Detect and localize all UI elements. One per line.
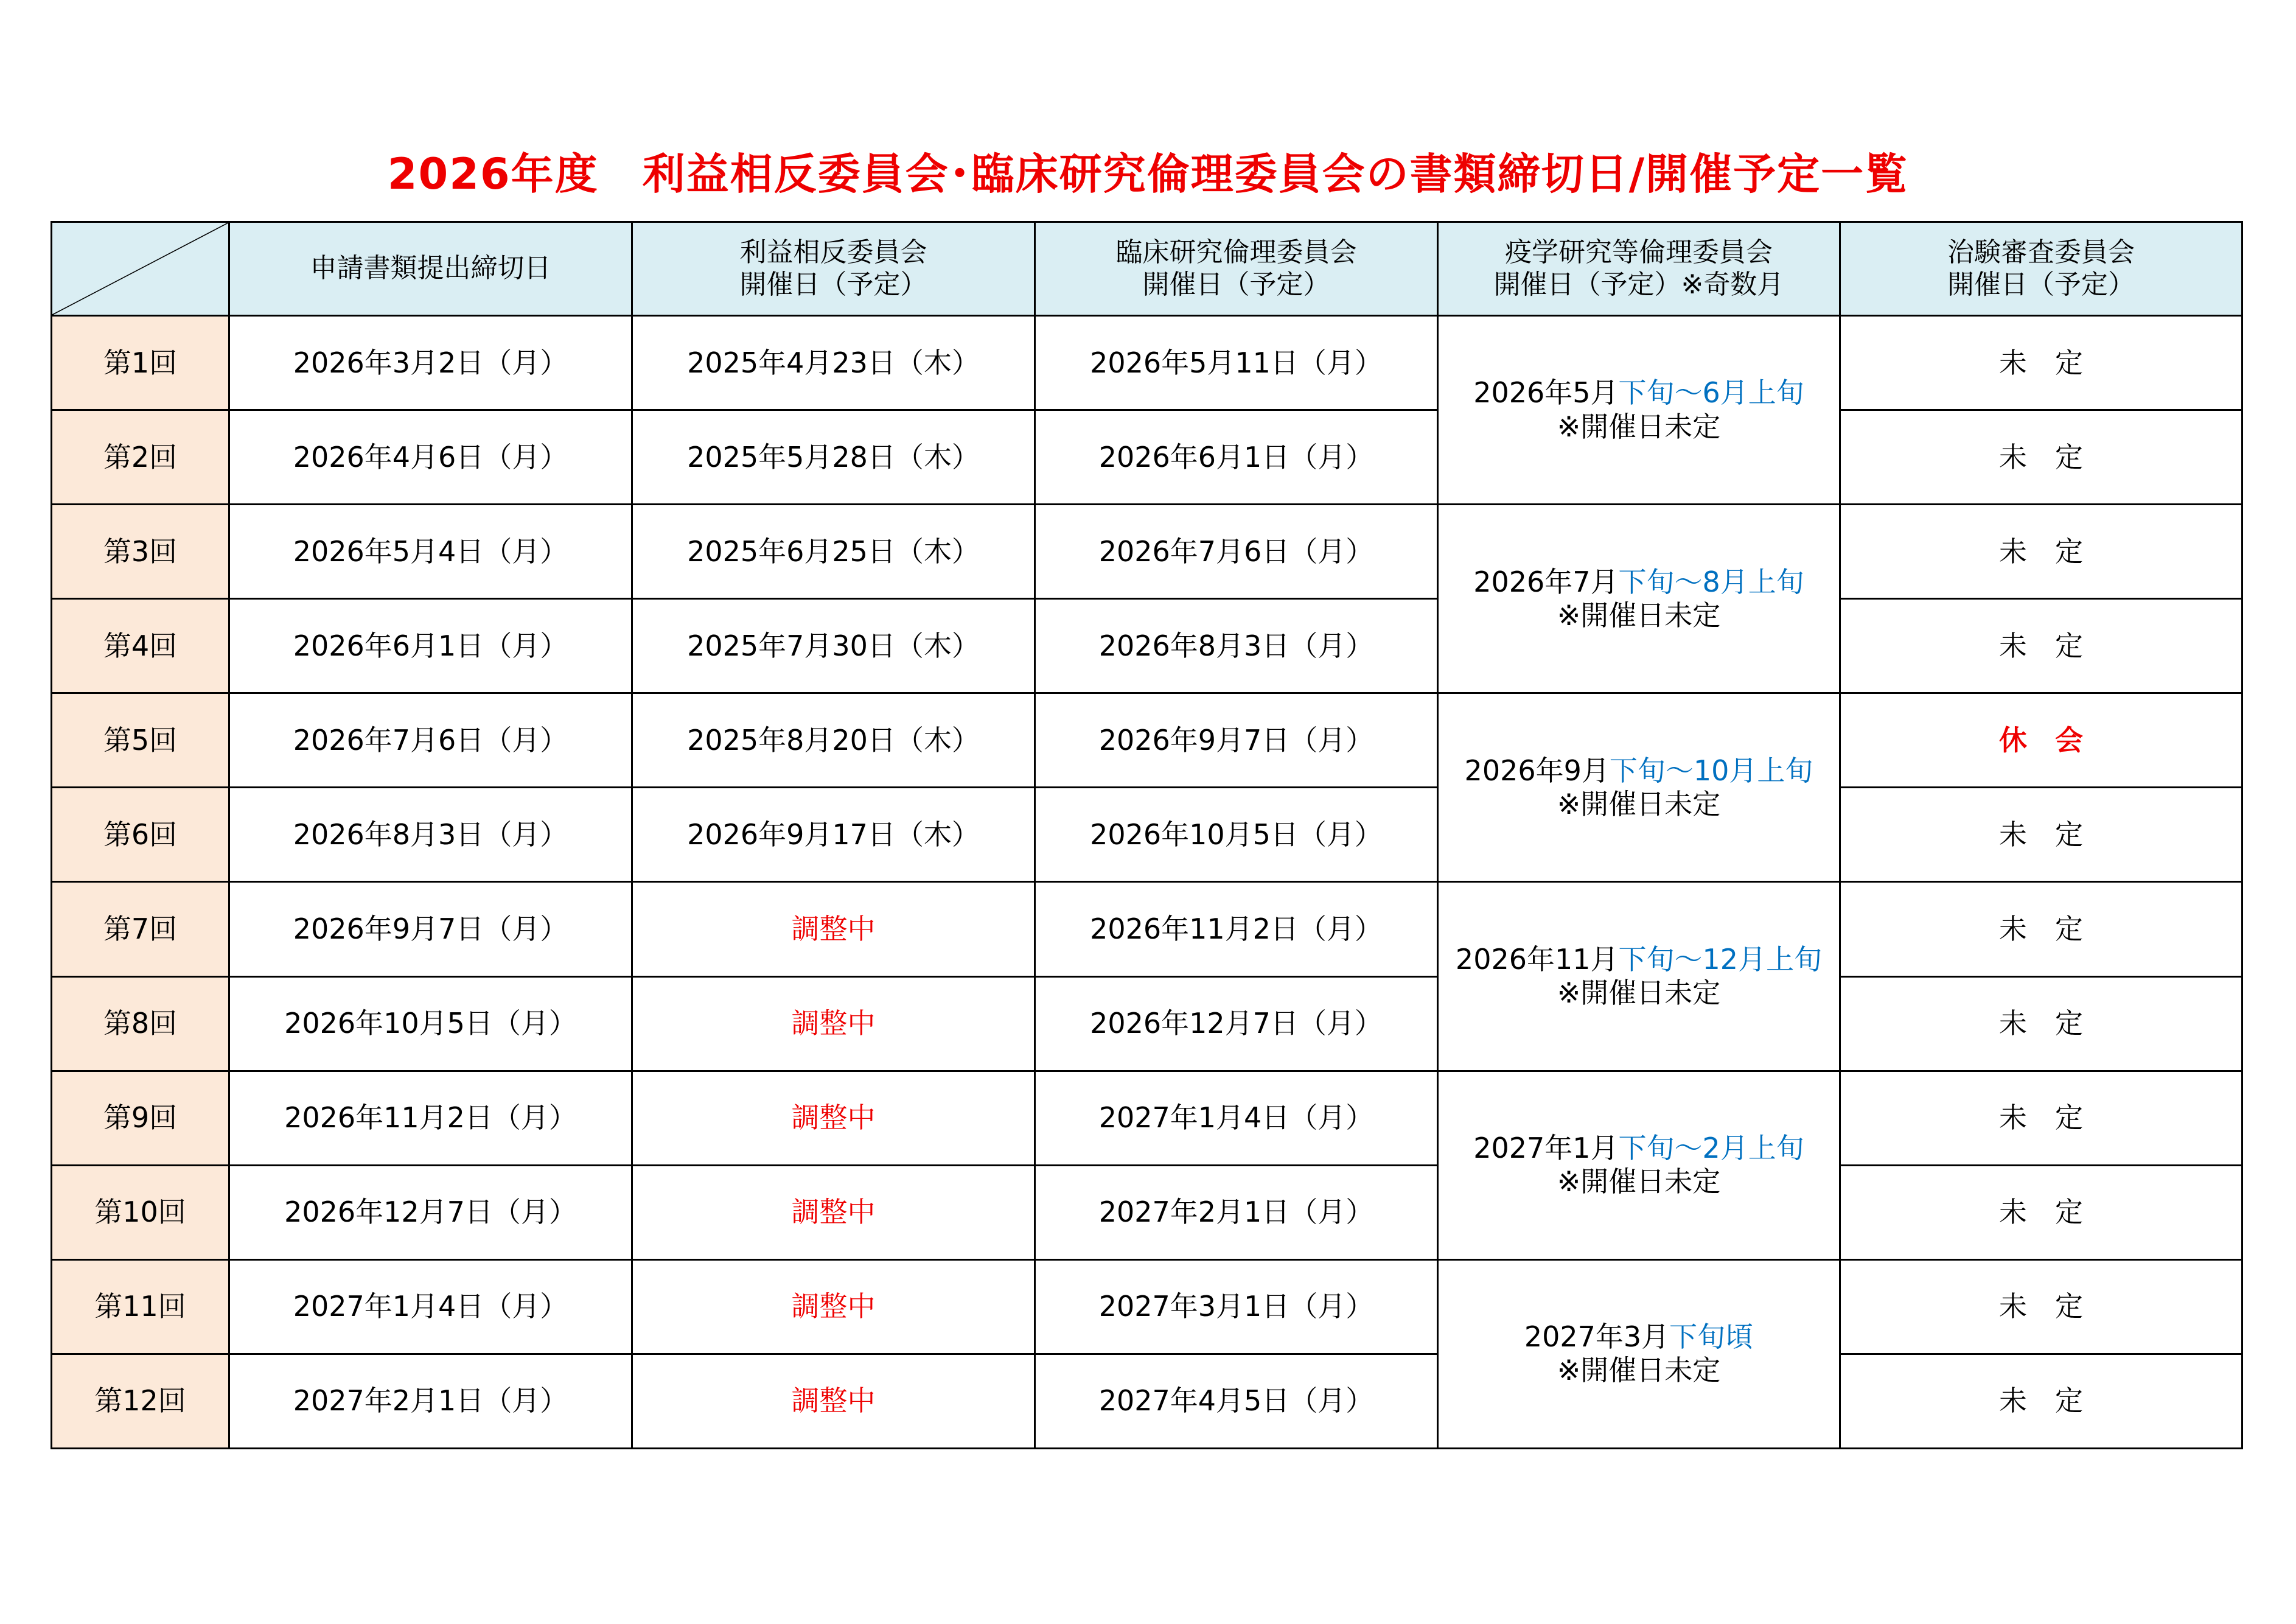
trial-date: 未 定 [1840, 1165, 2242, 1259]
round-label: 第11回 [52, 1259, 229, 1354]
deadline-date: 2026年12月7日（月） [229, 1165, 632, 1259]
header-trial: 治験審査委員会 開催日（予定） [1840, 222, 2242, 316]
coi-date: 2025年5月28日（木） [632, 410, 1035, 505]
trial-date: 休 会 [1840, 693, 2242, 788]
epidemiology-month: 2026年9月 [1464, 754, 1610, 787]
table-row [52, 882, 2242, 976]
deadline-date: 2026年6月1日（月） [229, 599, 632, 693]
table-row [52, 693, 2242, 788]
page-title: 2026年度 利益相反委員会･臨床研究倫理委員会の書類締切日/開催予定一覧 [387, 149, 1909, 199]
coi-date: 調整中 [632, 1259, 1035, 1354]
header-clinical: 臨床研究倫理委員会 開催日（予定） [1035, 222, 1438, 316]
trial-date: 未 定 [1840, 505, 2242, 599]
clinical-date: 2026年10月5日（月） [1035, 788, 1438, 882]
epidemiology-range: 下旬～8月上旬 [1618, 565, 1804, 598]
round-label: 第12回 [52, 1354, 229, 1448]
coi-date: 調整中 [632, 882, 1035, 976]
deadline-date: 2026年8月3日（月） [229, 788, 632, 882]
trial-date: 未 定 [1840, 410, 2242, 505]
table-row [52, 316, 2242, 410]
round-label: 第6回 [52, 788, 229, 882]
epidemiology-range: 下旬～10月上旬 [1609, 754, 1813, 787]
epidemiology-note: ※開催日未定 [1557, 410, 1721, 443]
clinical-date: 2026年9月7日（月） [1035, 693, 1438, 788]
trial-date: 未 定 [1840, 1259, 2242, 1354]
clinical-date: 2026年7月6日（月） [1035, 505, 1438, 599]
coi-date: 2025年7月30日（木） [632, 599, 1035, 693]
round-label: 第8回 [52, 976, 229, 1071]
round-label: 第1回 [52, 316, 229, 410]
epidemiology-note: ※開催日未定 [1557, 787, 1721, 821]
round-label: 第4回 [52, 599, 229, 693]
table-row [52, 505, 2242, 599]
epidemiology-range: 下旬～6月上旬 [1618, 376, 1804, 410]
epidemiology-note: ※開催日未定 [1557, 598, 1721, 632]
round-label: 第3回 [52, 505, 229, 599]
coi-date: 調整中 [632, 1354, 1035, 1448]
epidemiology-note: ※開催日未定 [1557, 976, 1721, 1009]
coi-date: 2025年6月25日（木） [632, 505, 1035, 599]
round-label: 第10回 [52, 1165, 229, 1259]
round-label: 第9回 [52, 1071, 229, 1165]
schedule-table [51, 221, 2243, 1449]
epidemiology-period [1439, 565, 1839, 599]
trial-date: 未 定 [1840, 882, 2242, 976]
epidemiology-range: 下旬～2月上旬 [1618, 1131, 1804, 1164]
clinical-date: 2027年1月4日（月） [1035, 1071, 1438, 1165]
table-row [52, 976, 2242, 1071]
deadline-date: 2026年9月7日（月） [229, 882, 632, 976]
deadline-date: 2026年4月6日（月） [229, 410, 632, 505]
clinical-date: 2026年6月1日（月） [1035, 410, 1438, 505]
table-row [52, 1259, 2242, 1354]
epidemiology-range: 下旬頃 [1669, 1320, 1754, 1354]
clinical-date: 2026年8月3日（月） [1035, 599, 1438, 693]
deadline-date: 2027年2月1日（月） [229, 1354, 632, 1448]
deadline-date: 2027年1月4日（月） [229, 1259, 632, 1354]
table-row [52, 788, 2242, 882]
epidemiology-period [1439, 754, 1839, 788]
epidemiology-period [1439, 1132, 1839, 1165]
coi-date: 2026年9月17日（木） [632, 788, 1035, 882]
round-label: 第2回 [52, 410, 229, 505]
header-epidemiology: 疫学研究等倫理委員会 開催日（予定）※奇数月 [1438, 222, 1840, 316]
epidemiology-note: ※開催日未定 [1557, 1354, 1721, 1387]
clinical-date: 2026年5月11日（月） [1035, 316, 1438, 410]
round-label: 第7回 [52, 882, 229, 976]
header-coi: 利益相反委員会 開催日（予定） [632, 222, 1035, 316]
coi-date: 調整中 [632, 976, 1035, 1071]
table-row [52, 1165, 2242, 1259]
epidemiology-month: 2027年1月 [1473, 1131, 1619, 1164]
epidemiology-range: 下旬～12月上旬 [1618, 942, 1823, 976]
epidemiology-cell [1438, 1259, 1840, 1448]
epidemiology-period [1439, 943, 1839, 976]
header-row [52, 222, 2242, 316]
trial-date: 未 定 [1840, 1071, 2242, 1165]
table-row [52, 410, 2242, 505]
deadline-date: 2026年5月4日（月） [229, 505, 632, 599]
epidemiology-cell [1438, 505, 1840, 693]
clinical-date: 2027年3月1日（月） [1035, 1259, 1438, 1354]
epidemiology-month: 2027年3月 [1524, 1320, 1670, 1354]
table-row [52, 599, 2242, 693]
epidemiology-note: ※開催日未定 [1557, 1165, 1721, 1199]
trial-date: 未 定 [1840, 316, 2242, 410]
coi-date: 調整中 [632, 1165, 1035, 1259]
header-deadline: 申請書類提出締切日 [229, 222, 632, 316]
epidemiology-cell [1438, 882, 1840, 1071]
epidemiology-cell [1438, 1071, 1840, 1259]
epidemiology-month: 2026年11月 [1455, 942, 1619, 976]
clinical-date: 2026年12月7日（月） [1035, 976, 1438, 1071]
corner-cell [52, 222, 229, 316]
clinical-date: 2026年11月2日（月） [1035, 882, 1438, 976]
epidemiology-month: 2026年5月 [1473, 376, 1619, 410]
deadline-date: 2026年3月2日（月） [229, 316, 632, 410]
table-row [52, 1354, 2242, 1448]
epidemiology-month: 2026年7月 [1473, 565, 1619, 598]
clinical-date: 2027年2月1日（月） [1035, 1165, 1438, 1259]
round-label: 第5回 [52, 693, 229, 788]
epidemiology-period [1439, 376, 1839, 410]
trial-date: 未 定 [1840, 976, 2242, 1071]
table-row [52, 1071, 2242, 1165]
deadline-date: 2026年11月2日（月） [229, 1071, 632, 1165]
trial-date: 未 定 [1840, 788, 2242, 882]
diagonal-line [52, 223, 228, 315]
trial-date: 未 定 [1840, 599, 2242, 693]
deadline-date: 2026年7月6日（月） [229, 693, 632, 788]
coi-date: 2025年4月23日（木） [632, 316, 1035, 410]
trial-date: 未 定 [1840, 1354, 2242, 1448]
epidemiology-cell [1438, 316, 1840, 505]
coi-date: 調整中 [632, 1071, 1035, 1165]
clinical-date: 2027年4月5日（月） [1035, 1354, 1438, 1448]
coi-date: 2025年8月20日（木） [632, 693, 1035, 788]
epidemiology-period [1439, 1320, 1839, 1354]
epidemiology-cell [1438, 693, 1840, 882]
deadline-date: 2026年10月5日（月） [229, 976, 632, 1071]
